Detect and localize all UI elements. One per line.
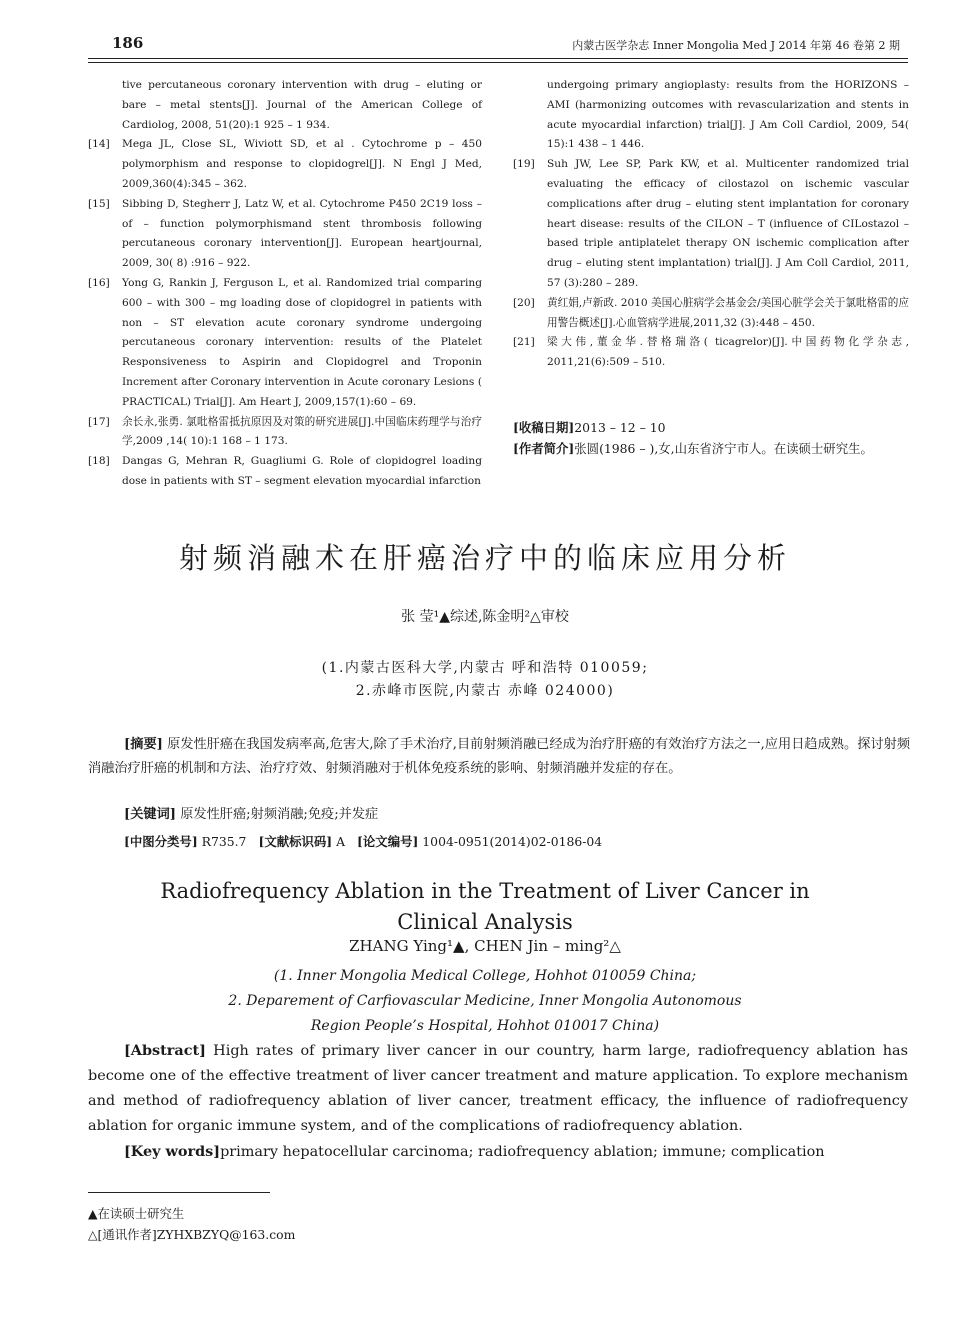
reference-number: [17]: [88, 415, 110, 428]
received-date-value: 2013 – 12 – 10: [574, 420, 666, 435]
affiliation-en-2: 2. Deparement of Carfiovascular Medicine, Inner Mongolia Autonomous: [228, 993, 742, 1009]
keywords-en: [124, 1139, 910, 1165]
reference-number: [20]: [513, 296, 535, 309]
reference-number: [18]: [88, 455, 110, 468]
classification-line: [124, 831, 910, 853]
running-header: 内蒙古医学杂志 Inner Mongolia Med J 2014 年第 46 卷第 2 期: [572, 39, 900, 52]
footnote-corresponding-author: △[通讯作者]ZYHXBZYQ@163.com: [88, 1227, 296, 1242]
keywords-cn-label: [关键词]: [124, 807, 177, 822]
reference-number: [14]: [88, 138, 110, 151]
reference-item: [88, 452, 482, 492]
reference-item: [513, 294, 909, 334]
references-right-column: [513, 76, 909, 373]
reference-text: tive percutaneous coronary intervention with drug – eluting or bare – metal stents[J]. Journal of the American College of Cardiolog, 2008, 51(20):1 925 – 1 934.: [122, 79, 482, 131]
footnote-student: ▲在读硕士研究生: [88, 1206, 185, 1221]
article-title-en: Radiofrequency Ablation in the Treatment of Liver Cancer in Clinical Analysis: [160, 879, 810, 934]
footnotes: [88, 1203, 295, 1245]
reference-item: [88, 195, 482, 274]
reference-text: Yong G, Rankin J, Ferguson L, et al. Randomized trial comparing 600 – with 300 – mg loading dose of clopidogrel in patients with non – ST elevation acute coronary syndrome undergoing percutaneous coronary intervention: results of the Platelet Responsiveness to Aspirin and Clopidogrel and Troponin Increment after Coronary intervention in Acute coronary Lesions ( PRACTICAL) Trial[J]. Am Heart J, 2009,157(1):60 – 69.: [122, 276, 482, 408]
abstract-cn: [88, 733, 910, 781]
affiliations-cn: [0, 657, 970, 703]
affiliation-en-1: (1. Inner Mongolia Medical College, Hohhot 010059 China;: [273, 968, 697, 984]
reference-text: 余长永,张勇. 氯吡格雷抵抗原因及对策的研究进展[J].中国临床药理学与治疗学,2009 ,14( 10):1 168 – 1 173.: [122, 415, 482, 448]
reference-item: [88, 76, 482, 135]
article-number-label: [论文编号]: [357, 834, 419, 849]
authors-cn: 张 莹¹▲综述,陈金明²△审校: [401, 609, 569, 625]
abstract-cn-text: 原发性肝癌在我国发病率高,危害大,除了手术治疗,目前射频消融已经成为治疗肝癌的有效治疗方法之一,应用日趋成熟。探讨射频消融治疗肝癌的机制和方法、治疗疗效、射频消融对于机体免疫系统的影响、射频消融并发症的存在。: [88, 737, 911, 776]
authors-en: ZHANG Ying¹▲, CHEN Jin – ming²△: [349, 937, 621, 955]
page-number: 186: [112, 34, 144, 52]
author-bio-value: 张圆(1986 – ),女,山东省济宁市人。在读硕士研究生。: [574, 441, 873, 456]
article-number-value: 1004-0951(2014)02-0186-04: [422, 834, 603, 849]
affiliation-en-3: Region People’s Hospital, Hohhot 010017 China): [310, 1018, 660, 1034]
received-date-label: [收稿日期]: [513, 420, 575, 435]
header-rule-thin: [88, 62, 908, 63]
reference-text: undergoing primary angioplasty: results from the HORIZONS – AMI (harmonizing outcomes with revascularization and stents in acute myocardial infarction) trial[J]. J Am Coll Cardiol, 2009, 54( 15):1 438 – 1 446.: [547, 79, 909, 151]
author-bio-row: [513, 438, 909, 459]
class-number-label: [中图分类号]: [124, 834, 198, 849]
keywords-cn: [124, 804, 910, 826]
affiliation-cn-1: (1.内蒙古医科大学,内蒙古 呼和浩特 010059;: [321, 660, 649, 676]
references-left-column: [88, 76, 482, 492]
keywords-en-label: [Key words]: [124, 1143, 221, 1160]
reference-text: Mega JL, Close SL, Wiviott SD, et al . Cytochrome p – 450 polymorphism and response to clopidogrel[J]. N Engl J Med, 2009,360(4):345 – 362.: [122, 138, 482, 190]
document-code-label: [文献标识码]: [258, 834, 333, 849]
keywords-en-text: primary hepatocellular carcinoma; radiofrequency ablation; immune; complication: [220, 1144, 825, 1160]
reference-text: 黄红娟,卢新政. 2010 美国心脏病学会基金会/美国心脏学会关于氯吡格雷的应用警告概述[J].心血管病学进展,2011,32 (3):448 – 450.: [547, 296, 909, 329]
article-title-cn: 射频消融术在肝癌治疗中的临床应用分析: [178, 541, 791, 575]
reference-text: Dangas G, Mehran R, Guagliumi G. Role of clopidogrel loading dose in patients with ST – segment elevation myocardial infarction: [122, 455, 482, 487]
author-bio-label: [作者简介]: [513, 441, 575, 456]
affiliations-en: [0, 964, 970, 1039]
reference-number: [21]: [513, 336, 535, 349]
reference-item: [513, 76, 909, 155]
reference-item: [88, 135, 482, 194]
reference-item: [88, 413, 482, 453]
abstract-en: [88, 1038, 908, 1139]
reference-number: [16]: [88, 276, 110, 289]
abstract-en-label: [Abstract]: [124, 1042, 206, 1059]
received-date-row: [513, 417, 909, 438]
header-rule: [88, 58, 908, 59]
reference-text: Sibbing D, Stegherr J, Latz W, et al. Cytochrome P450 2C19 loss – of – function polymorphismand stent thrombosis following percutaneous coronary intervention[J]. European heartjournal, 2009, 30( 8) :916 – 922.: [122, 197, 482, 270]
keywords-cn-text: 原发性肝癌;射频消融;免疫;并发症: [180, 807, 379, 822]
reference-number: [19]: [513, 158, 535, 171]
reference-item: [513, 333, 909, 373]
affiliation-cn-2: 2.赤峰市医院,内蒙古 赤峰 024000): [355, 683, 615, 699]
reference-item: [88, 274, 482, 413]
document-code-value: A: [336, 834, 346, 849]
reference-item: [513, 155, 909, 294]
reference-text: Suh JW, Lee SP, Park KW, et al. Multicenter randomized trial evaluating the efficacy of cilostazol on ischemic vascular complications after drug – eluting stent implantation for coronary heart disease: results of the CILON – T (influence of CILostazol – based triple antiplatelet therapy ON ischemic complication after drug – eluting stent implantation) trial[J]. J Am Coll Cardiol, 2011, 57 (3):280 – 289.: [547, 158, 909, 289]
reference-number: [15]: [88, 197, 110, 210]
abstract-cn-label: [摘要]: [124, 737, 163, 752]
abstract-en-text: High rates of primary liver cancer in our country, harm large, radiofrequency ablation has become one of the effective treatment of liver cancer treatment and mature application. To explore mechanism and method of radiofrequency ablation of liver cancer, treatment efficacy, the influence of radiofrequency ablation for organic immune system, and of the complications of radiofrequency ablation.: [88, 1043, 908, 1134]
receipt-info: [513, 417, 909, 459]
class-number-value: R735.7: [201, 834, 247, 849]
footnote-rule: [88, 1192, 270, 1193]
reference-text: 梁大伟,董金华.替格瑞洛( ticagrelor)[J].中国药物化学杂志, 2011,21(6):509 – 510.: [547, 336, 909, 369]
